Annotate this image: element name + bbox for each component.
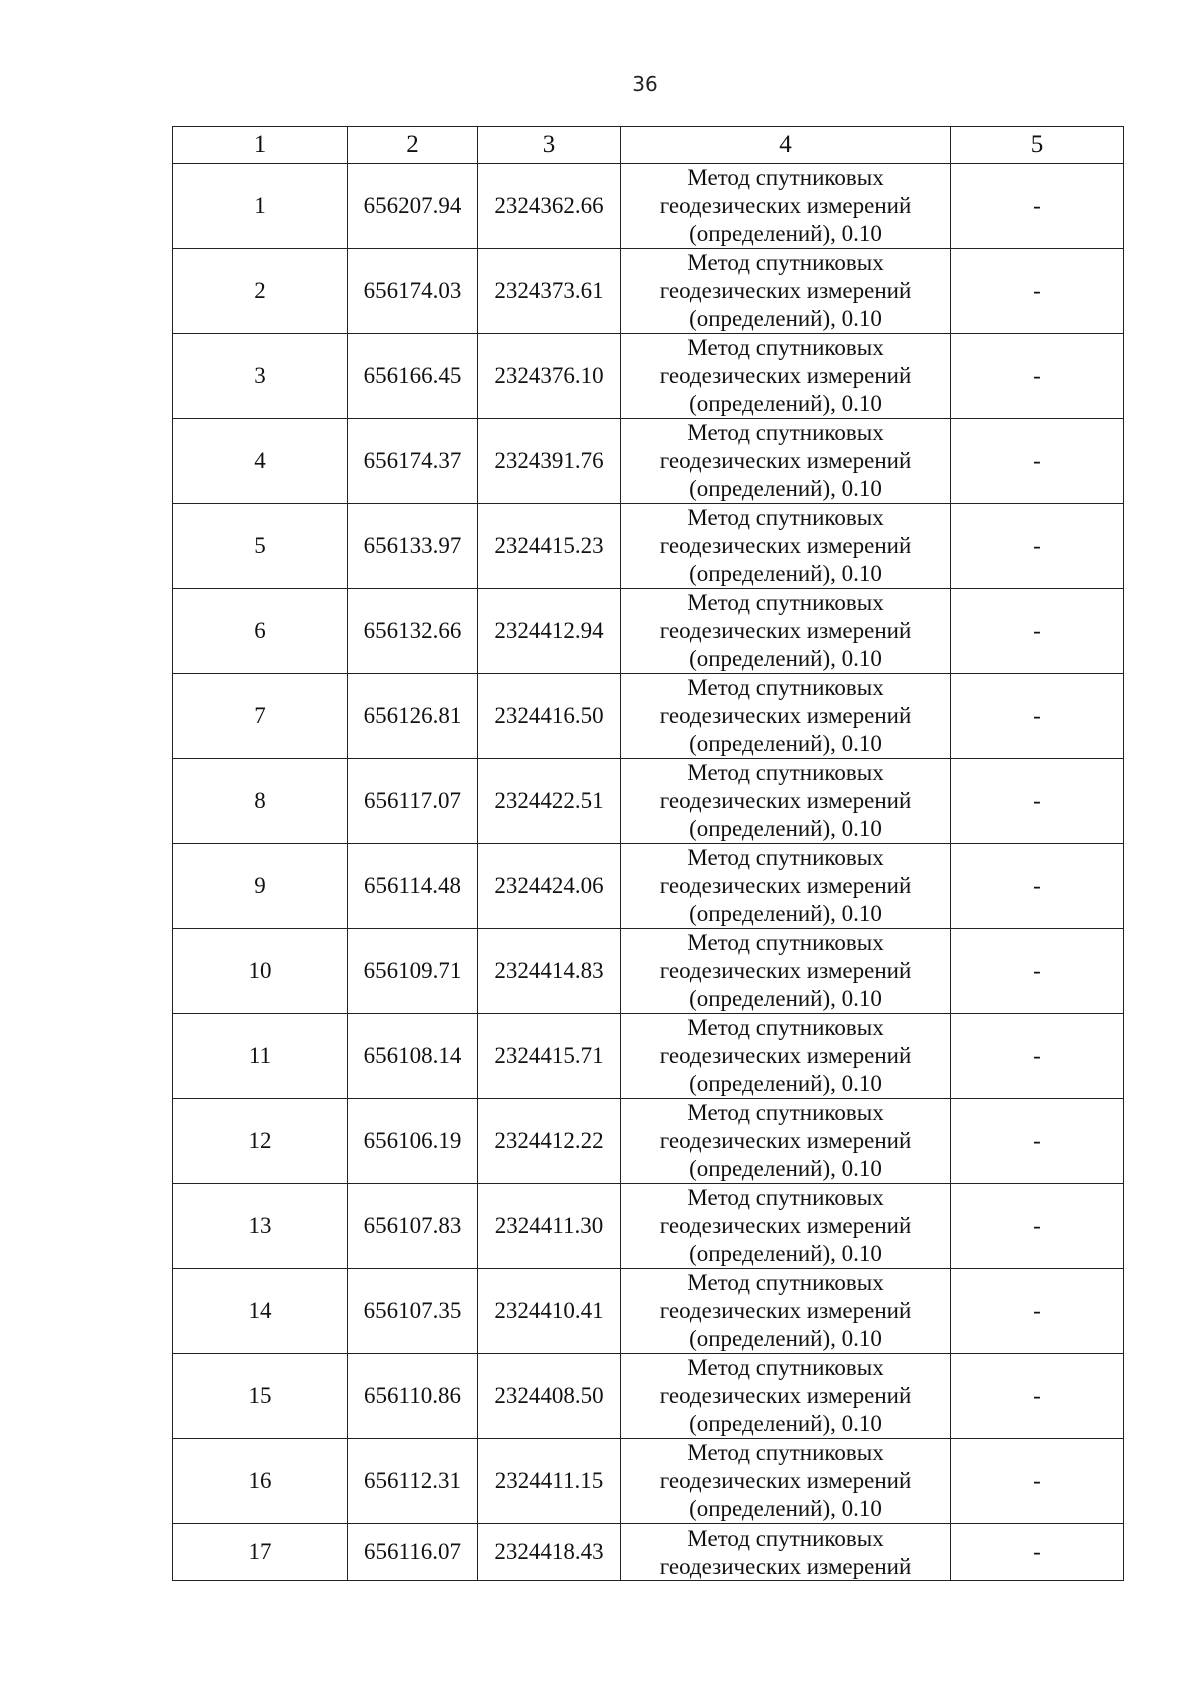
method-line: геодезических измерений [659,363,912,388]
method-line: Метод спутниковых [687,675,884,700]
x-coordinate-cell: 656114.48 [348,844,478,929]
y-coordinate-cell: 2324411.30 [478,1184,621,1269]
method-text [621,674,950,758]
x-coordinate-cell: 656174.03 [348,249,478,334]
y-coordinate-cell: 2324408.50 [478,1354,621,1439]
x-coordinate-cell: 656132.66 [348,589,478,674]
method-text [621,1184,950,1268]
point-number-cell: 2 [173,249,348,334]
method-line: геодезических измерений [659,1213,912,1238]
method-line: геодезических измерений [659,1468,912,1493]
note-cell: - [951,504,1124,589]
table-row [173,759,1124,844]
y-coordinate-cell: 2324416.50 [478,674,621,759]
table-row [173,1354,1124,1439]
y-coordinate-cell: 2324373.61 [478,249,621,334]
point-number-cell: 17 [173,1524,348,1581]
method-text [621,419,950,503]
note-cell: - [951,759,1124,844]
method-line: геодезических измерений [659,1128,912,1153]
method-cell [621,1099,951,1184]
note-cell: - [951,249,1124,334]
note-cell: - [951,1184,1124,1269]
method-cell [621,759,951,844]
method-line: (определений), 0.10 [689,391,882,416]
column-header-5: 5 [951,127,1124,164]
method-line: (определений), 0.10 [689,1241,882,1266]
x-coordinate-cell: 656166.45 [348,334,478,419]
y-coordinate-cell: 2324412.94 [478,589,621,674]
method-line: (определений), 0.10 [689,1411,882,1436]
x-coordinate-cell: 656117.07 [348,759,478,844]
y-coordinate-cell: 2324362.66 [478,164,621,249]
method-line: (определений), 0.10 [689,816,882,841]
method-line: геодезических измерений [659,1298,912,1323]
note-cell: - [951,674,1124,759]
method-line: Метод спутниковых [687,165,884,190]
method-cell [621,929,951,1014]
point-number-cell: 7 [173,674,348,759]
y-coordinate-cell: 2324410.41 [478,1269,621,1354]
y-coordinate-cell: 2324424.06 [478,844,621,929]
x-coordinate-cell: 656133.97 [348,504,478,589]
method-line: Метод спутниковых [687,1185,884,1210]
method-line: геодезических измерений [659,703,912,728]
page-number: 36 [632,72,658,96]
method-text [621,1099,950,1183]
point-number-cell: 13 [173,1184,348,1269]
table-row [173,844,1124,929]
method-cell [621,1269,951,1354]
method-text [621,589,950,673]
note-cell: - [951,1524,1124,1581]
method-line: (определений), 0.10 [689,561,882,586]
method-cell [621,1354,951,1439]
method-cell [621,419,951,504]
table-row [173,1014,1124,1099]
y-coordinate-cell: 2324415.23 [478,504,621,589]
table-row [173,674,1124,759]
method-line: геодезических измерений [659,873,912,898]
method-line: Метод спутниковых [687,1355,884,1380]
table-row [173,589,1124,674]
method-line: Метод спутниковых [687,1526,884,1551]
note-cell: - [951,1354,1124,1439]
method-line: Метод спутниковых [687,845,884,870]
method-line: (определений), 0.10 [689,221,882,246]
table-row [173,164,1124,249]
point-number-cell: 14 [173,1269,348,1354]
table-row [173,929,1124,1014]
point-number-cell: 16 [173,1439,348,1524]
method-cell [621,334,951,419]
method-cell [621,504,951,589]
method-line: (определений), 0.10 [689,1071,882,1096]
method-cell [621,1439,951,1524]
table-row [173,419,1124,504]
table-row [173,249,1124,334]
point-number-cell: 9 [173,844,348,929]
method-cell [621,1014,951,1099]
table-body [173,164,1124,1581]
table-row [173,1184,1124,1269]
table-header-row [173,127,1124,164]
point-number-cell: 10 [173,929,348,1014]
column-header-1: 1 [173,127,348,164]
method-line: (определений), 0.10 [689,901,882,926]
y-coordinate-cell: 2324411.15 [478,1439,621,1524]
method-line: геодезических измерений [659,448,912,473]
x-coordinate-cell: 656107.35 [348,1269,478,1354]
method-text [621,759,950,843]
method-cell [621,1184,951,1269]
method-line: геодезических измерений [659,1554,912,1579]
method-line: (определений), 0.10 [689,1326,882,1351]
point-number-cell: 3 [173,334,348,419]
table-row [173,1099,1124,1184]
y-coordinate-cell: 2324391.76 [478,419,621,504]
method-line: Метод спутниковых [687,760,884,785]
method-line: (определений), 0.10 [689,731,882,756]
method-line: (определений), 0.10 [689,1156,882,1181]
y-coordinate-cell: 2324415.71 [478,1014,621,1099]
method-line: Метод спутниковых [687,590,884,615]
method-text [621,1439,950,1523]
point-number-cell: 12 [173,1099,348,1184]
method-cell [621,1524,951,1581]
x-coordinate-cell: 656110.86 [348,1354,478,1439]
method-line: (определений), 0.10 [689,476,882,501]
point-number-cell: 11 [173,1014,348,1099]
method-line: Метод спутниковых [687,930,884,955]
method-line: геодезических измерений [659,193,912,218]
method-line: Метод спутниковых [687,505,884,530]
method-line: (определений), 0.10 [689,986,882,1011]
method-text [621,334,950,418]
y-coordinate-cell: 2324412.22 [478,1099,621,1184]
x-coordinate-cell: 656112.31 [348,1439,478,1524]
method-line: Метод спутниковых [687,1100,884,1125]
method-line: геодезических измерений [659,618,912,643]
method-cell [621,674,951,759]
x-coordinate-cell: 656126.81 [348,674,478,759]
method-line: (определений), 0.10 [689,646,882,671]
method-line: геодезических измерений [659,1043,912,1068]
point-number-cell: 4 [173,419,348,504]
y-coordinate-cell: 2324422.51 [478,759,621,844]
y-coordinate-cell: 2324418.43 [478,1524,621,1581]
column-header-2: 2 [348,127,478,164]
y-coordinate-cell: 2324376.10 [478,334,621,419]
method-text [621,164,950,248]
method-line: (определений), 0.10 [689,306,882,331]
x-coordinate-cell: 656174.37 [348,419,478,504]
table-row [173,334,1124,419]
method-line: Метод спутниковых [687,420,884,445]
method-line: Метод спутниковых [687,250,884,275]
point-number-cell: 6 [173,589,348,674]
note-cell: - [951,334,1124,419]
x-coordinate-cell: 656109.71 [348,929,478,1014]
method-line: геодезических измерений [659,533,912,558]
x-coordinate-cell: 656106.19 [348,1099,478,1184]
note-cell: - [951,419,1124,504]
point-number-cell: 15 [173,1354,348,1439]
method-line: Метод спутниковых [687,1015,884,1040]
column-header-4: 4 [621,127,951,164]
table-row [173,1269,1124,1354]
table-row [173,1524,1124,1581]
method-text [621,844,950,928]
x-coordinate-cell: 656108.14 [348,1014,478,1099]
method-cell [621,164,951,249]
note-cell: - [951,844,1124,929]
method-line: геодезических измерений [659,958,912,983]
method-text [621,1524,950,1580]
method-text [621,1014,950,1098]
note-cell: - [951,1099,1124,1184]
note-cell: - [951,1439,1124,1524]
method-line: (определений), 0.10 [689,1496,882,1521]
method-line: Метод спутниковых [687,1440,884,1465]
x-coordinate-cell: 656107.83 [348,1184,478,1269]
table-row [173,1439,1124,1524]
method-line: геодезических измерений [659,1383,912,1408]
method-text [621,504,950,588]
method-text [621,249,950,333]
method-line: геодезических измерений [659,278,912,303]
coordinates-table [172,126,1124,1581]
method-line: геодезических измерений [659,788,912,813]
point-number-cell: 5 [173,504,348,589]
note-cell: - [951,1269,1124,1354]
method-cell [621,249,951,334]
x-coordinate-cell: 656116.07 [348,1524,478,1581]
note-cell: - [951,929,1124,1014]
note-cell: - [951,164,1124,249]
point-number-cell: 8 [173,759,348,844]
point-number-cell: 1 [173,164,348,249]
column-header-3: 3 [478,127,621,164]
method-line: Метод спутниковых [687,335,884,360]
method-cell [621,589,951,674]
note-cell: - [951,1014,1124,1099]
method-text [621,929,950,1013]
method-text [621,1354,950,1438]
method-cell [621,844,951,929]
x-coordinate-cell: 656207.94 [348,164,478,249]
method-text [621,1269,950,1353]
note-cell: - [951,589,1124,674]
table-row [173,504,1124,589]
y-coordinate-cell: 2324414.83 [478,929,621,1014]
method-line: Метод спутниковых [687,1270,884,1295]
